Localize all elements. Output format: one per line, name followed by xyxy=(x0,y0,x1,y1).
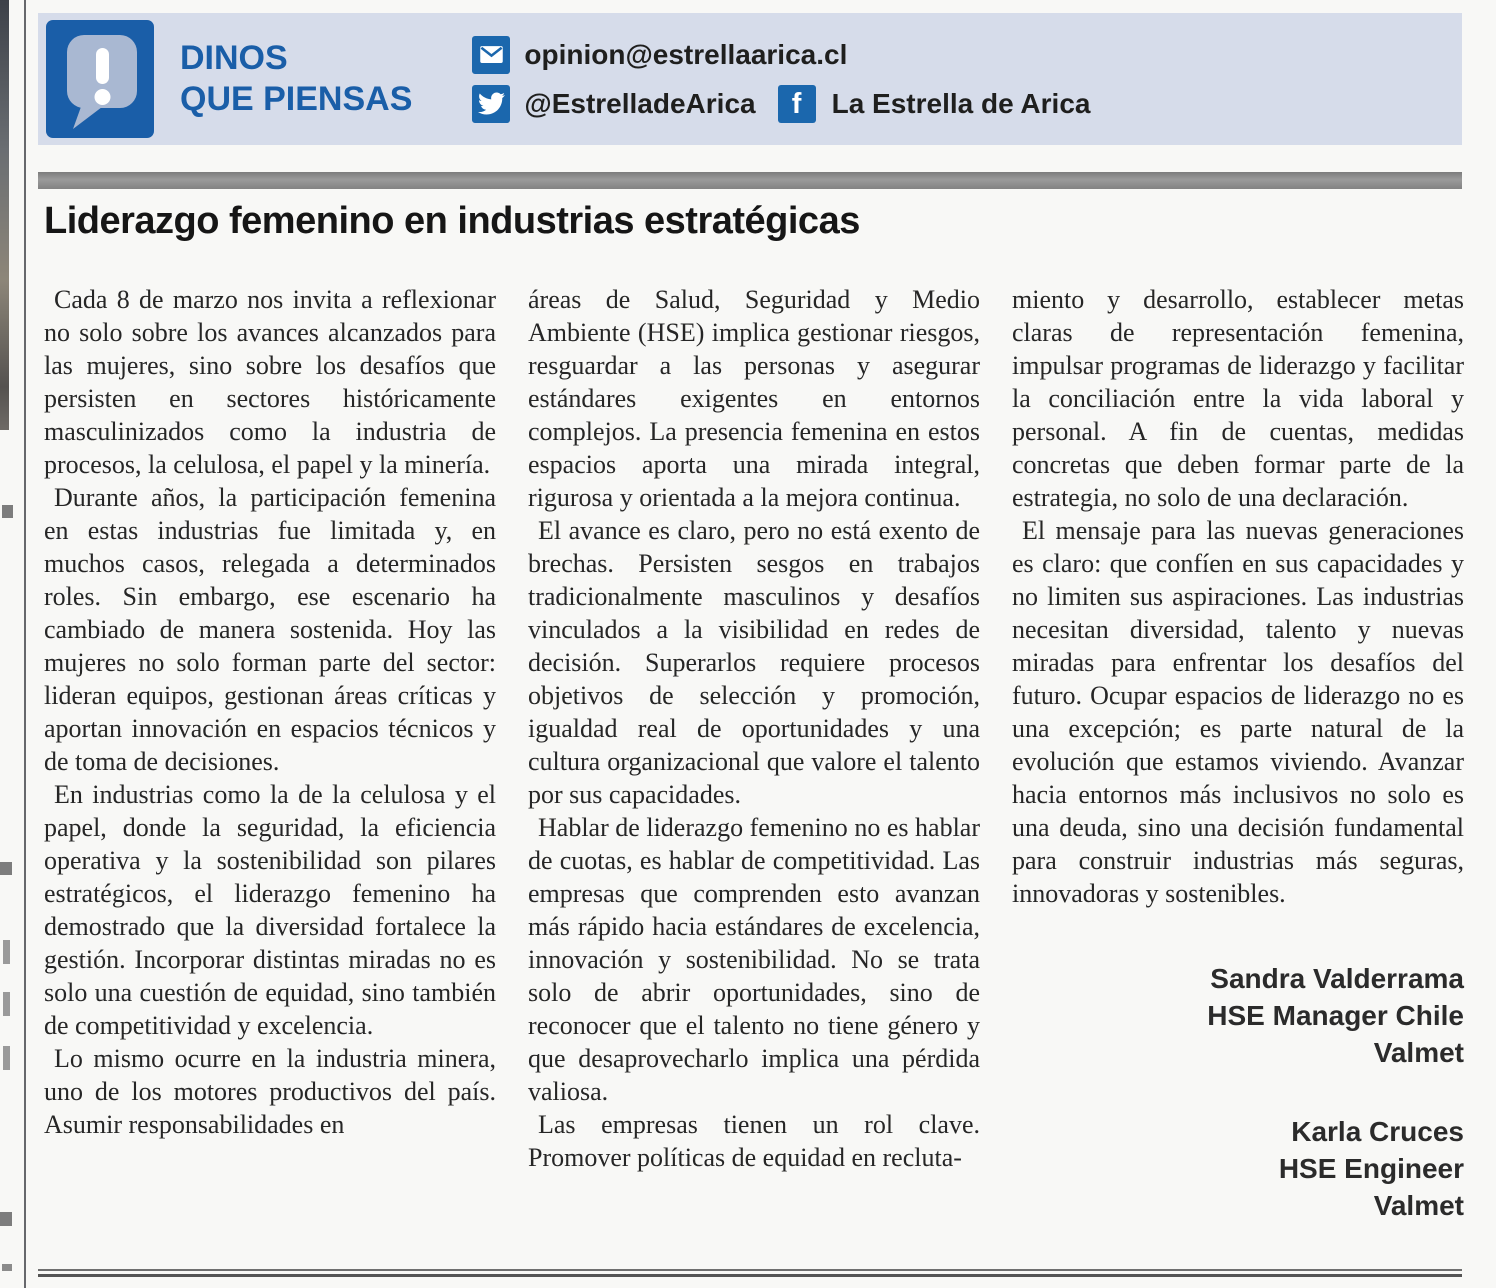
bottom-rule xyxy=(38,1269,1462,1277)
scan-edge-artifact xyxy=(3,1046,10,1070)
masthead-title xyxy=(180,38,412,120)
twitter-icon xyxy=(472,85,510,123)
paragraph: Cada 8 de marzo nos invita a reflexionar no solo sobre los avances alcanzados para las mujeres, sino sobre los desafíos que persisten en sectores históricamente masculinizados como la industria de procesos, la celulosa, el papel y la minería. xyxy=(44,285,496,479)
scan-edge-artifact xyxy=(0,1212,12,1226)
facebook-icon: f xyxy=(778,85,816,123)
paragraph: El avance es claro, pero no está exento de brechas. Persisten sesgos en trabajos tradicionalmente masculinos y desafíos vinculados a la visibilidad en redes de decisión. Superarlos requiere procesos objetivos de selección y promoción, igualdad real de oportunidades y una cultura organizacional que valore el talento por sus capacidades. xyxy=(528,516,980,809)
article-column-1 xyxy=(44,283,496,1224)
section-divider-bar xyxy=(38,172,1462,189)
twitter-handle: @EstrelladeArica xyxy=(524,87,756,119)
article-body xyxy=(44,283,1464,1224)
article-column-3 xyxy=(1012,283,1464,1224)
paragraph: Hablar de liderazgo femenino no es hablar de cuotas, es hablar de competitividad. Las empresas que comprenden esto avanzan más rápido hacia estándares de excelencia, innovación y sostenibilidad. No se trata solo de abrir oportunidades, sino de reconocer que el talento no tiene género y que desaprovecharlo implica una pérdida valiosa. xyxy=(528,813,980,1106)
scan-edge-rule xyxy=(24,0,26,1288)
scan-edge-artifact xyxy=(3,992,10,1016)
paragraph: En industrias como la de la celulosa y el papel, donde la seguridad, la eficiencia operativa y la sostenibilidad son pilares estratégicos, el liderazgo femenino ha demostrado que la diversidad fortalece la gestión. Incorporar distintas miradas no es solo una cuestión de equidad, sino también de competitividad y excelencia. xyxy=(44,780,496,1040)
signature-block xyxy=(1012,960,1464,1071)
scan-edge-artifact xyxy=(3,940,10,964)
masthead xyxy=(38,13,1462,145)
paragraph: miento y desarrollo, establecer metas claras de representación femenina, impulsar programas de liderazgo y facilitar la conciliación entre la vida laboral y personal. A fin de cuentas, medidas concretas que deben formar parte de la estrategia, no solo de una declaración. xyxy=(1012,285,1464,512)
signature-block xyxy=(1012,1113,1464,1224)
paragraph: áreas de Salud, Seguridad y Medio Ambiente (HSE) implica gestionar riesgos, resguardar a las personas y asegurar estándares exigentes en entornos complejos. La presencia femenina en estos espacios aporta una mirada integral, rigurosa y orientada a la mejora continua. xyxy=(528,285,980,512)
signature-company: Valmet xyxy=(1373,1037,1464,1068)
paragraph: Lo mismo ocurre en la industria minera, uno de los motores productivos del país. Asumir responsabilidades en xyxy=(44,1044,496,1139)
scan-edge-artifact xyxy=(0,862,12,875)
article-title: Liderazgo femenino en industrias estratégicas xyxy=(44,200,860,242)
signature-company: Valmet xyxy=(1373,1190,1464,1221)
paragraph: Durante años, la participación femenina en estas industrias fue limitada y, en muchos casos, relegada a determinados roles. Sin embargo, ese escenario ha cambiado de manera sostenida. Hoy las mujeres no solo forman parte del sector: lideran equipos, gestionan áreas críticas y aportan innovación en espacios técnicos y de toma de decisiones. xyxy=(44,483,496,776)
article-column-2 xyxy=(528,283,980,1224)
facebook-name: La Estrella de Arica xyxy=(831,87,1091,119)
masthead-title-line1: DINOS xyxy=(180,39,288,77)
scan-edge-photo-artifact xyxy=(0,0,9,430)
email-row xyxy=(472,36,1090,74)
signature-name: Sandra Valderrama xyxy=(1210,963,1464,994)
speech-bubble-exclamation-icon xyxy=(46,20,154,138)
signature-role: HSE Engineer xyxy=(1278,1153,1464,1184)
social-row xyxy=(472,85,1090,123)
masthead-contacts xyxy=(472,36,1090,123)
envelope-icon xyxy=(472,36,510,74)
signature-role: HSE Manager Chile xyxy=(1207,1000,1464,1031)
paragraph: El mensaje para las nuevas generaciones es claro: que confíen en sus capacidades y no limiten sus aspiraciones. Las industrias necesitan diversidad, talento y nuevas miradas para enfrentar los desafíos del futuro. Ocupar espacios de liderazgo no es una excepción; es parte natural de la evolución que estamos viviendo. Avanzar hacia entornos más inclusivos no solo es una deuda, sino una decisión fundamental para construir industrias más seguras, innovadoras y sostenibles. xyxy=(1012,516,1464,908)
scan-edge-artifact xyxy=(2,1264,12,1271)
paragraph: Las empresas tienen un rol clave. Promover políticas de equidad en recluta- xyxy=(528,1110,980,1172)
signature-name: Karla Cruces xyxy=(1291,1116,1464,1147)
email-address: opinion@estrellaarica.cl xyxy=(524,38,848,70)
masthead-title-line2: QUE PIENSAS xyxy=(180,80,413,118)
scan-edge-artifact xyxy=(2,505,13,518)
